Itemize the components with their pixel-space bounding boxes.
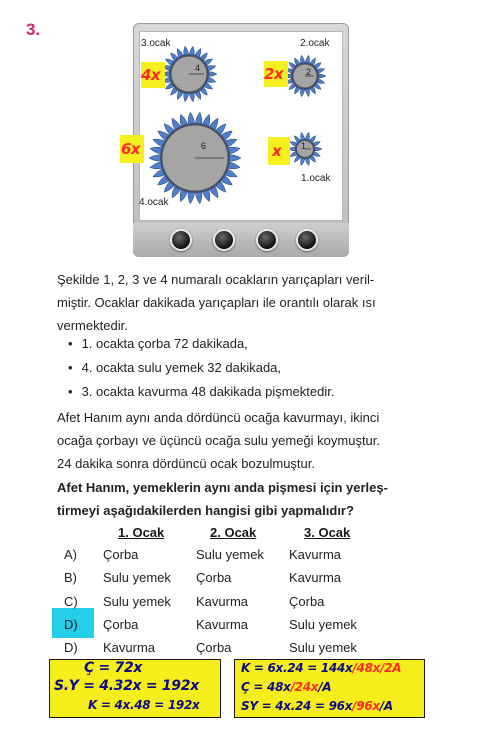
option-cell: Çorba <box>103 617 139 632</box>
bullet-item: • 4. ocakta sulu yemek 32 dakikada, <box>68 360 281 375</box>
note-line: SY = 4x.24 = 96x/96x/A <box>241 699 393 713</box>
question-line: tirmeyi aşağıdakilerden hangisi gibi yapmalıdır? <box>57 503 354 518</box>
flame-petal <box>318 74 326 78</box>
option-cell: Kavurma <box>196 594 249 609</box>
flame-petal <box>188 112 195 124</box>
bullet-item: • 3. ocakta kavurma 48 dakikada pişmektedir. <box>68 384 334 399</box>
story-paragraph <box>57 406 429 475</box>
option-cell: Çorba <box>196 640 232 655</box>
option-cell: Sulu yemek <box>103 594 171 609</box>
burner-4-mark: 6x <box>121 140 141 158</box>
flame-petal <box>208 72 217 77</box>
option-cell: Kavurma <box>289 547 342 562</box>
burner-4-number: 6 <box>201 141 207 151</box>
option-cell: Çorba <box>103 547 139 562</box>
note-line: S.Y = 4.32x = 192x <box>54 678 199 694</box>
question-number: 3. <box>26 20 41 39</box>
burner-3 <box>160 45 218 103</box>
stove-knob <box>256 229 278 251</box>
option-cell: Çorba <box>196 570 232 585</box>
flame-petal <box>195 191 202 203</box>
burner-label-3: 3.ocak <box>141 38 171 49</box>
stove-knob <box>296 229 318 251</box>
handwritten-note-left <box>49 659 221 718</box>
option-letter: D) <box>64 640 78 655</box>
option-cell: Kavurma <box>196 617 249 632</box>
burner-label-1: 1.ocak <box>301 173 331 184</box>
flame-petal <box>314 147 322 151</box>
option-cell: Sulu yemek <box>103 570 171 585</box>
intro-line: miştir. Ocaklar dakikada yarıçapları ile orantılı olarak ısı <box>57 295 376 310</box>
option-letter: C) <box>64 594 78 609</box>
note-line: Ç = 48x/24x/A <box>241 680 332 694</box>
stove-knob <box>213 229 235 251</box>
burner-label-4: 4.ocak <box>139 197 169 208</box>
note-line: K = 4x.48 = 192x <box>88 698 200 712</box>
flame-petal <box>149 155 161 161</box>
stove-illustration <box>133 23 349 257</box>
intro-paragraph <box>57 268 429 337</box>
option-cell: Sulu yemek <box>289 617 357 632</box>
burner-3-mark: 4x <box>141 66 161 84</box>
option-cell: Kavurma <box>103 640 156 655</box>
handwritten-note-right <box>234 659 425 718</box>
intro-line: vermektedir. <box>57 318 128 333</box>
note-line: Ç = 72x <box>84 660 143 676</box>
column-header: 1. Ocak <box>118 525 165 540</box>
burner-2 <box>283 54 327 98</box>
option-cell: Çorba <box>289 594 325 609</box>
question-text <box>57 476 429 522</box>
story-line: ocağa çorbayı ve üçüncü ocağa sulu yemeği koymuştur. <box>57 433 381 448</box>
burner-1-mark: x <box>272 142 282 160</box>
option-cell: Sulu yemek <box>289 640 357 655</box>
burner-2-number: 2 <box>306 67 312 77</box>
note-line: K = 6x.24 = 144x/48x/2A <box>241 661 402 675</box>
flame-petal <box>229 155 241 161</box>
burner-4 <box>148 111 242 205</box>
flame-petal <box>188 191 195 203</box>
intro-line: Şekilde 1, 2, 3 ve 4 numaralı ocakların yarıçapları veril- <box>57 272 375 287</box>
option-letter: B) <box>64 570 77 585</box>
burner-label-2: 2.ocak <box>300 38 330 49</box>
stove-knob <box>170 229 192 251</box>
column-header: 3. Ocak <box>304 525 351 540</box>
column-header: 2. Ocak <box>210 525 257 540</box>
bullet-item: • 1. ocakta çorba 72 dakikada, <box>68 336 248 351</box>
option-cell: Sulu yemek <box>196 547 264 562</box>
burner-2-mark: 2x <box>264 65 284 83</box>
option-letter: A) <box>64 547 77 562</box>
burner-3-number: 4 <box>195 63 201 73</box>
option-letter: D) <box>64 617 78 632</box>
story-line: 24 dakika sonra dördüncü ocak bozulmuştur. <box>57 456 315 471</box>
question-line: Afet Hanım, yemeklerin aynı anda pişmesi için yerleş- <box>57 480 388 495</box>
burner-1-number: 1 <box>301 141 307 151</box>
flame-petal <box>195 112 202 124</box>
story-line: Afet Hanım aynı anda dördüncü ocağa kavurmayı, ikinci <box>57 410 380 425</box>
option-cell: Kavurma <box>289 570 342 585</box>
